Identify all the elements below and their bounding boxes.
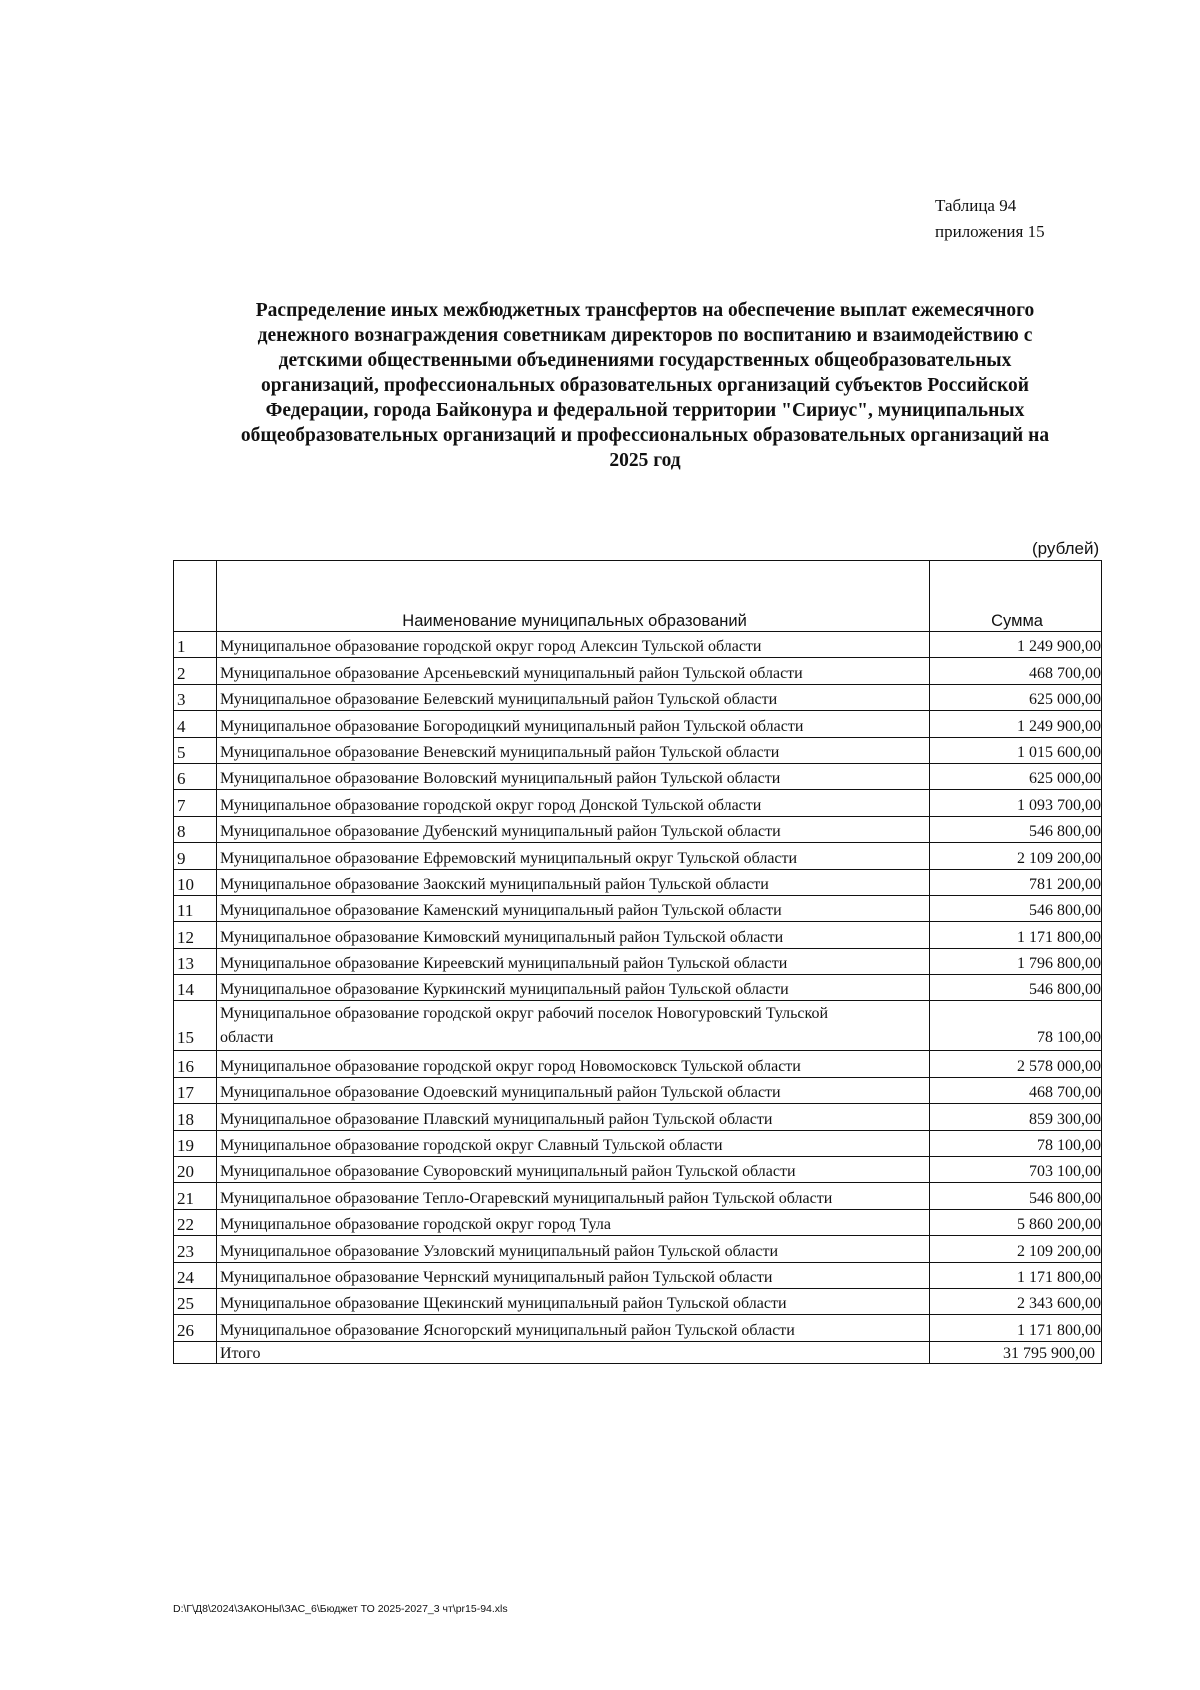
table-row <box>174 684 1102 710</box>
municipality-name: Муниципальное образование Одоевский муниципальный район Тульской области <box>216 1077 929 1103</box>
amount: 5 860 200,00 <box>930 1209 1102 1235</box>
municipality-name: Муниципальное образование Ясногорский муниципальный район Тульской области <box>216 1315 929 1341</box>
table-row <box>174 843 1102 869</box>
municipality-name: Муниципальное образование городской округ город Донской Тульской области <box>216 790 929 816</box>
municipality-name: Муниципальное образование Каменский муниципальный район Тульской области <box>216 895 929 921</box>
municipality-name: Муниципальное образование Щекинский муниципальный район Тульской области <box>216 1288 929 1314</box>
municipality-name <box>216 1001 929 1051</box>
amount: 1 171 800,00 <box>930 1262 1102 1288</box>
municipality-name: Муниципальное образование Тепло-Огаревский муниципальный район Тульской области <box>216 1183 929 1209</box>
municipality-name: Муниципальное образование Заокский муниципальный район Тульской области <box>216 869 929 895</box>
municipality-name: Муниципальное образование городской округ город Новомосковск Тульской области <box>216 1051 929 1077</box>
row-number: 23 <box>174 1236 217 1262</box>
table-row <box>174 1236 1102 1262</box>
title-line: 2025 год <box>609 450 681 471</box>
title-line: организаций, профессиональных образовательных организаций субъектов Российской <box>261 375 1029 396</box>
municipality-name: Муниципальное образование Плавский муниципальный район Тульской области <box>216 1104 929 1130</box>
row-number: 24 <box>174 1262 217 1288</box>
title-line: денежного вознаграждения советникам директоров по воспитанию и взаимодействию с <box>257 325 1033 346</box>
amount: 78 100,00 <box>930 1130 1102 1156</box>
amount: 2 109 200,00 <box>930 843 1102 869</box>
row-number: 21 <box>174 1183 217 1209</box>
row-number: 26 <box>174 1315 217 1341</box>
table-row <box>174 658 1102 684</box>
amount: 859 300,00 <box>930 1104 1102 1130</box>
row-number: 4 <box>174 711 217 737</box>
amount: 625 000,00 <box>930 684 1102 710</box>
total-label: Итого <box>216 1341 929 1363</box>
amount: 546 800,00 <box>930 895 1102 921</box>
row-number: 16 <box>174 1051 217 1077</box>
municipality-name: Муниципальное образование Киреевский муниципальный район Тульской области <box>216 948 929 974</box>
distribution-table <box>173 560 1102 1364</box>
row-number: 14 <box>174 975 217 1001</box>
table-row <box>174 1051 1102 1077</box>
municipality-name: Муниципальное образование Воловский муниципальный район Тульской области <box>216 763 929 789</box>
amount: 1 015 600,00 <box>930 737 1102 763</box>
amount: 1 093 700,00 <box>930 790 1102 816</box>
table-header-row <box>174 561 1102 632</box>
table-row <box>174 895 1102 921</box>
table-row <box>174 1130 1102 1156</box>
amount: 1 249 900,00 <box>930 632 1102 658</box>
total-row <box>174 1341 1102 1363</box>
table-number: Таблица 94 <box>935 196 1017 215</box>
row-number: 7 <box>174 790 217 816</box>
municipality-name: Муниципальное образование городской округ город Алексин Тульской области <box>216 632 929 658</box>
municipality-name: Муниципальное образование городской округ Славный Тульской области <box>216 1130 929 1156</box>
table-row <box>174 975 1102 1001</box>
table-row <box>174 1001 1102 1051</box>
row-number: 12 <box>174 922 217 948</box>
table-row <box>174 1157 1102 1183</box>
row-number: 11 <box>174 895 217 921</box>
row-number: 13 <box>174 948 217 974</box>
municipality-name: Муниципальное образование городской округ город Тула <box>216 1209 929 1235</box>
table-row <box>174 1262 1102 1288</box>
municipality-name: Муниципальное образование Суворовский муниципальный район Тульской области <box>216 1157 929 1183</box>
table-row <box>174 737 1102 763</box>
table-reference <box>935 193 1045 245</box>
municipality-name: Муниципальное образование Веневский муниципальный район Тульской области <box>216 737 929 763</box>
row-number: 20 <box>174 1157 217 1183</box>
municipality-name: Муниципальное образование Ефремовский муниципальный округ Тульской области <box>216 843 929 869</box>
title-line: детскими общественными объединениями государственных общеобразовательных <box>278 350 1012 371</box>
row-number: 5 <box>174 737 217 763</box>
table-row <box>174 1288 1102 1314</box>
table-row <box>174 1104 1102 1130</box>
amount: 703 100,00 <box>930 1157 1102 1183</box>
amount: 468 700,00 <box>930 1077 1102 1103</box>
row-number: 1 <box>174 632 217 658</box>
table-row <box>174 816 1102 842</box>
amount: 1 796 800,00 <box>930 948 1102 974</box>
title-line: общеобразовательных организаций и профессиональных образовательных организаций на <box>240 425 1050 446</box>
row-number: 6 <box>174 763 217 789</box>
row-number: 2 <box>174 658 217 684</box>
amount: 78 100,00 <box>930 1001 1102 1051</box>
total-sum: 31 795 900,00 <box>930 1341 1102 1363</box>
table-row <box>174 1209 1102 1235</box>
municipality-name: Муниципальное образование Арсеньевский муниципальный район Тульской области <box>216 658 929 684</box>
row-number: 22 <box>174 1209 217 1235</box>
municipality-name: Муниципальное образование Куркинский муниципальный район Тульской области <box>216 975 929 1001</box>
municipality-name-line: Муниципальное образование городской округ рабочий поселок Новогуровский Тульской <box>219 1005 829 1023</box>
appendix-number: приложения 15 <box>935 222 1045 241</box>
row-number: 25 <box>174 1288 217 1314</box>
title-line: Распределение иных межбюджетных трансфертов на обеспечение выплат ежемесячного <box>255 300 1035 321</box>
file-path-footer: D:\Г\Д8\2024\ЗАКОНЫ\ЗАС_6\Бюджет ТО 2025-2027_3 чт\pr15-94.xls <box>173 1603 508 1615</box>
table-row <box>174 922 1102 948</box>
number-column-header <box>174 561 217 632</box>
amount: 1 249 900,00 <box>930 711 1102 737</box>
row-number: 10 <box>174 869 217 895</box>
table-row <box>174 1077 1102 1103</box>
name-column-header: Наименование муниципальных образований <box>216 561 929 632</box>
amount: 1 171 800,00 <box>930 1315 1102 1341</box>
table-row <box>174 1183 1102 1209</box>
amount: 781 200,00 <box>930 869 1102 895</box>
row-number: 8 <box>174 816 217 842</box>
row-number: 9 <box>174 843 217 869</box>
document-title <box>195 298 1095 473</box>
amount: 2 578 000,00 <box>930 1051 1102 1077</box>
municipality-name-line: области <box>219 1029 274 1047</box>
municipality-name: Муниципальное образование Белевский муниципальный район Тульской области <box>216 684 929 710</box>
table-row <box>174 948 1102 974</box>
municipality-name: Муниципальное образование Дубенский муниципальный район Тульской области <box>216 816 929 842</box>
units-label: (рублей) <box>1032 539 1100 558</box>
table-row <box>174 790 1102 816</box>
municipality-name: Муниципальное образование Узловский муниципальный район Тульской области <box>216 1236 929 1262</box>
table-row <box>174 763 1102 789</box>
row-number: 3 <box>174 684 217 710</box>
municipality-name: Муниципальное образование Чернский муниципальный район Тульской области <box>216 1262 929 1288</box>
amount: 546 800,00 <box>930 1183 1102 1209</box>
amount: 546 800,00 <box>930 975 1102 1001</box>
table-row <box>174 869 1102 895</box>
total-number-cell <box>174 1341 217 1363</box>
municipality-name: Муниципальное образование Богородицкий муниципальный район Тульской области <box>216 711 929 737</box>
amount: 625 000,00 <box>930 763 1102 789</box>
table-row <box>174 632 1102 658</box>
row-number: 19 <box>174 1130 217 1156</box>
amount: 546 800,00 <box>930 816 1102 842</box>
amount: 1 171 800,00 <box>930 922 1102 948</box>
municipality-name: Муниципальное образование Кимовский муниципальный район Тульской области <box>216 922 929 948</box>
table-row <box>174 711 1102 737</box>
amount: 2 109 200,00 <box>930 1236 1102 1262</box>
row-number: 18 <box>174 1104 217 1130</box>
amount: 2 343 600,00 <box>930 1288 1102 1314</box>
amount: 468 700,00 <box>930 658 1102 684</box>
sum-column-header: Сумма <box>930 561 1102 632</box>
title-line: Федерации, города Байконура и федеральной территории "Сириус", муниципальных <box>265 400 1025 421</box>
table-row <box>174 1315 1102 1341</box>
row-number: 17 <box>174 1077 217 1103</box>
row-number: 15 <box>174 1001 217 1051</box>
